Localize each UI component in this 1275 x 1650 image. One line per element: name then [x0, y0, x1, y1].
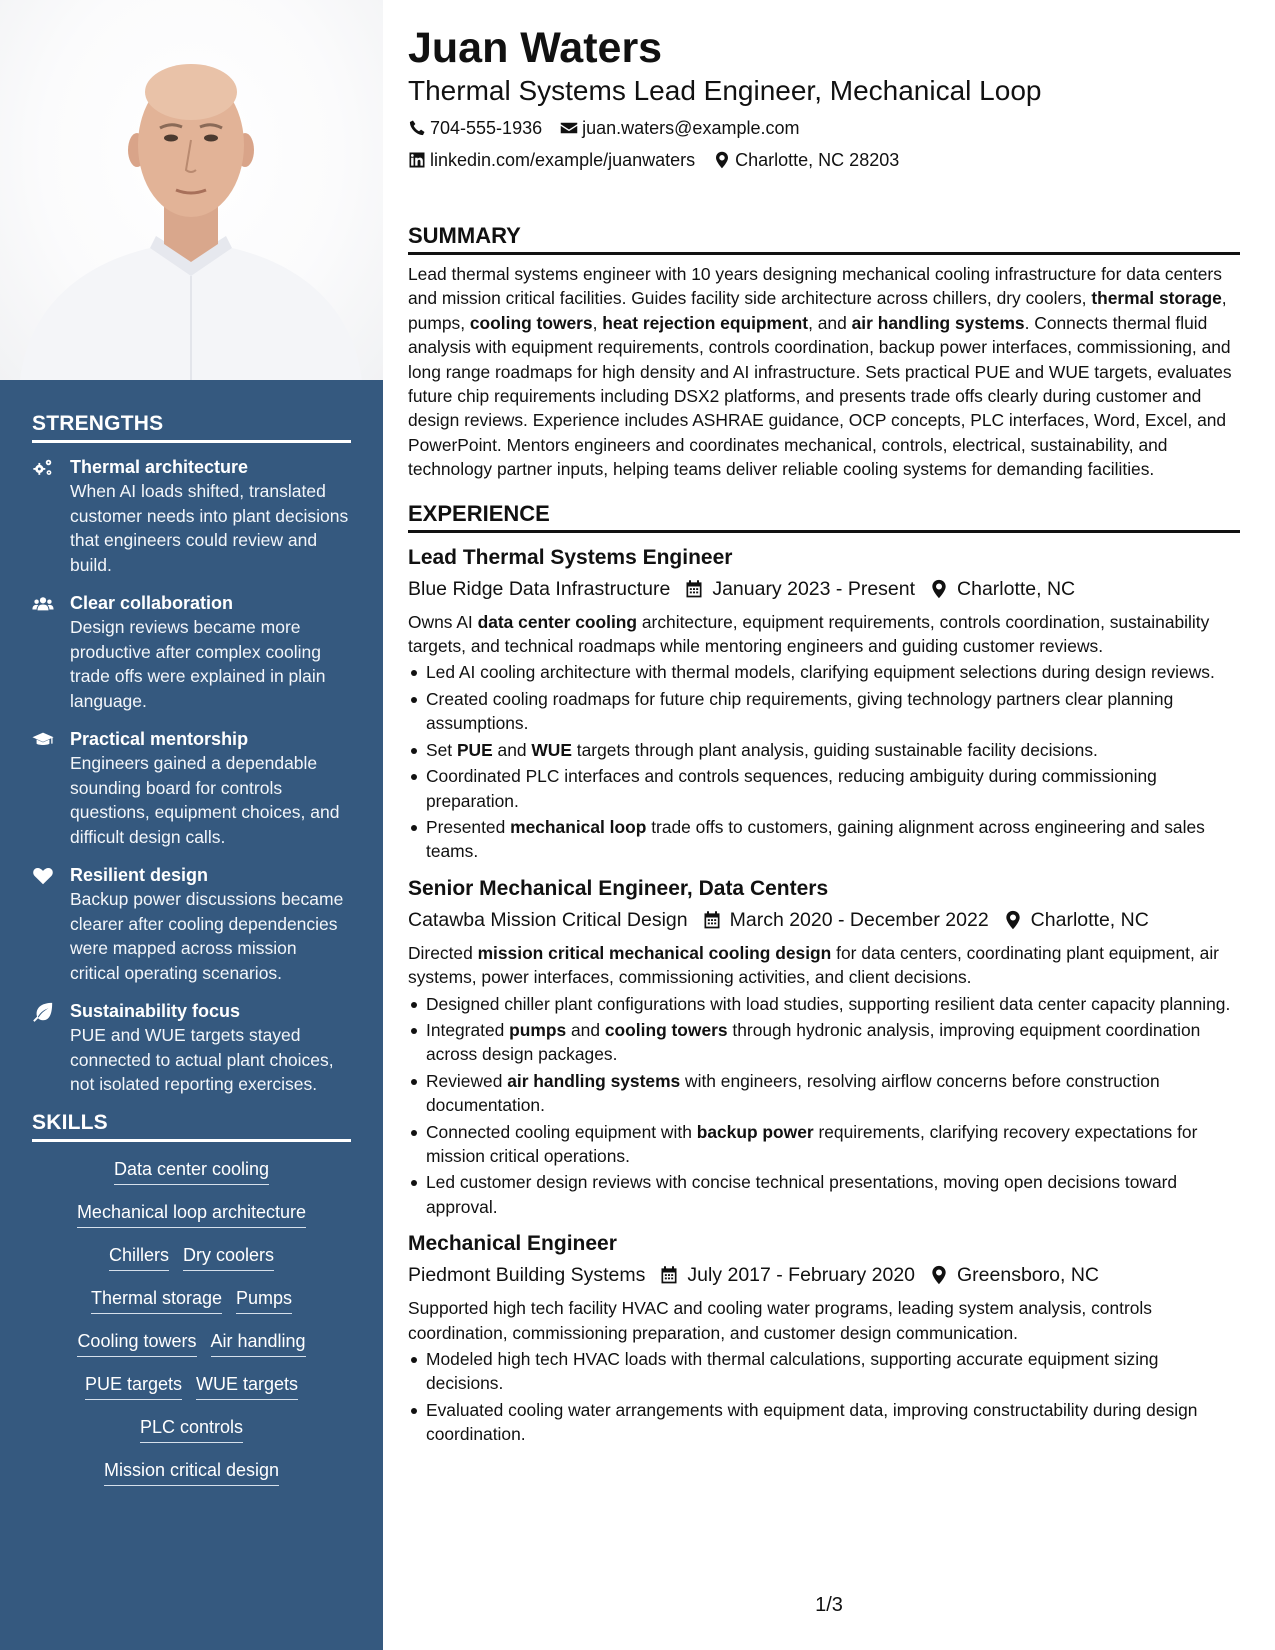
leaf-icon	[32, 999, 70, 1097]
text-segment: with engineers, resolving airflow concerns before construction documentation.	[426, 1070, 1160, 1116]
job-title: Lead Thermal Systems Engineer	[408, 545, 733, 569]
strength-desc: When AI loads shifted, translated customer needs into plant decisions that engineers could review and build.	[70, 481, 349, 575]
text-segment: requirements, clarifying recovery expectations for mission critical operations.	[426, 1121, 1198, 1166]
profile-photo	[0, 0, 383, 380]
text-segment: targets through plant analysis, guiding sustainable facility decisions.	[571, 739, 1098, 760]
skill-row	[32, 1329, 351, 1357]
skills-list	[32, 1157, 351, 1486]
experience-list	[408, 543, 1240, 1447]
summary-heading: SUMMARY	[408, 222, 1240, 255]
bold-text: air handling systems	[507, 1070, 681, 1091]
job-bullet	[408, 992, 1240, 1016]
skill-tag: Cooling towers	[77, 1329, 196, 1357]
strength-item	[32, 455, 351, 577]
contact-linkedin[interactable]	[408, 148, 695, 172]
bold-text: data center cooling	[477, 611, 638, 632]
job-bullet	[408, 738, 1240, 762]
bold-text: backup power	[696, 1121, 814, 1142]
envelope-icon	[560, 119, 578, 137]
job-bullet	[408, 1120, 1240, 1169]
text-segment: Led customer design reviews with concise technical presentations, moving open decisions toward approval.	[426, 1172, 1178, 1217]
contact-email[interactable]	[560, 116, 799, 140]
heart-icon	[32, 863, 70, 985]
skill-tag: Air handling	[211, 1329, 306, 1357]
gears-icon	[32, 455, 70, 577]
strength-desc: Backup power discussions became clearer after cooling dependencies were mapped across mission critical operating scenarios.	[70, 889, 344, 983]
strength-item	[32, 727, 351, 849]
bold-text: pumps	[509, 1019, 567, 1040]
bold-text: heat rejection equipment	[602, 312, 809, 333]
job-dates-text: July 2017 - February 2020	[687, 1264, 916, 1287]
job-company: Blue Ridge Data Infrastructure	[408, 577, 671, 600]
linkedin-text[interactable]: linkedin.com/example/juanwaters	[430, 150, 696, 170]
users-icon	[32, 591, 70, 713]
text-segment: Modeled high tech HVAC loads with thermal calculations, supporting accurate equipment sizing decisions.	[426, 1349, 1159, 1394]
job-entry	[408, 1229, 1240, 1446]
skill-tag: PLC controls	[140, 1415, 243, 1443]
job-dates	[702, 906, 989, 934]
job-description	[408, 610, 1240, 659]
text-segment: Reviewed	[426, 1070, 508, 1091]
contact-phone	[408, 116, 542, 140]
strength-title: Clear collaboration	[70, 593, 234, 613]
sidebar	[0, 0, 383, 1650]
calendar-icon	[659, 1265, 679, 1285]
map-pin-icon	[929, 1265, 949, 1285]
job-bullet	[408, 1018, 1240, 1067]
skill-row	[32, 1415, 351, 1443]
skill-row	[32, 1372, 351, 1400]
job-meta	[408, 1261, 1240, 1289]
candidate-title: Thermal Systems Lead Engineer, Mechanical Loop	[408, 75, 1042, 106]
summary-text	[408, 262, 1240, 482]
text-segment: Created cooling roadmaps for future chip requirements, giving technology partners clear planning assumptions.	[426, 688, 1174, 734]
text-segment: Supported high tech facility HVAC and cooling water programs, leading system analysis, controls coordination, commissioning preparation, and customer design communication.	[408, 1298, 1152, 1343]
strength-title: Thermal architecture	[70, 457, 249, 477]
strength-desc: Design reviews became more productive after complex cooling trade offs were explained in plain language.	[70, 617, 326, 711]
skill-row	[32, 1286, 351, 1314]
text-segment: Set	[426, 739, 457, 760]
skill-row	[32, 1243, 351, 1271]
linkedin-icon	[408, 151, 426, 169]
map-pin-icon	[929, 579, 949, 599]
job-location-text: Charlotte, NC	[957, 577, 1076, 600]
text-segment: . Connects thermal fluid analysis with equipment requirements, controls coordination, backup power interfaces, commissioning, and long range roadmaps for high density and AI infrastructure. Sets practical PUE and WUE targets, evaluates future chip requirements including DSX2 platforms, and presents trade offs clearly during customer and design reviews. Experience includes ASHRAE guidance, OCP concepts, PLC interfaces, Word, Excel, and PowerPoint. Mentors engineers and coordinates mechanical, controls, electrical, sustainability, and technology partner inputs, helping teams deliver reliable cooling systems for demanding facilities.	[408, 312, 1232, 480]
text-segment: Lead thermal systems engineer with 10 years designing mechanical cooling infrastructure for data centers and mission critical facilities. Guides facility side architecture across chillers, dry coolers,	[408, 264, 1222, 309]
calendar-icon	[702, 910, 722, 930]
job-dates-text: January 2023 - Present	[712, 577, 916, 600]
skill-tag: Chillers	[109, 1243, 169, 1271]
skill-tag: Data center cooling	[114, 1157, 269, 1185]
text-segment: architecture, equipment requirements, controls coordination, sustainability targets, and technical roadmaps while mentoring engineers and guiding customer reviews.	[408, 611, 1210, 657]
calendar-icon	[684, 579, 704, 599]
text-segment: Evaluated cooling water arrangements with equipment data, improving constructability during design coordination.	[426, 1399, 1198, 1445]
text-segment: Integrated	[426, 1019, 510, 1040]
strength-desc: PUE and WUE targets stayed connected to actual plant choices, not isolated reporting exercises.	[70, 1025, 334, 1094]
skill-row	[32, 1458, 351, 1486]
job-bullet	[408, 1069, 1240, 1118]
job-bullet	[408, 815, 1240, 864]
job-entry	[408, 874, 1240, 1219]
bold-text: mechanical loop	[510, 816, 647, 837]
bold-text: air handling systems	[851, 312, 1025, 333]
strength-title: Practical mentorship	[70, 729, 249, 749]
contact-location	[713, 148, 899, 172]
job-location	[1003, 906, 1149, 934]
job-title: Senior Mechanical Engineer, Data Centers	[408, 876, 829, 900]
job-location	[929, 575, 1075, 603]
job-bullet	[408, 687, 1240, 736]
job-bullets	[408, 1347, 1240, 1447]
skills-heading: SKILLS	[32, 1111, 351, 1142]
job-bullet	[408, 1398, 1240, 1447]
map-pin-icon	[1003, 910, 1023, 930]
text-segment: Coordinated PLC interfaces and controls sequences, reducing ambiguity during commissioning preparation.	[426, 766, 1157, 811]
text-segment: Connected cooling equipment with	[426, 1121, 697, 1142]
text-segment: Directed	[408, 942, 478, 963]
bold-text: PUE	[456, 739, 493, 760]
skill-tag: Mission critical design	[104, 1458, 279, 1486]
strength-item	[32, 863, 351, 985]
map-pin-icon	[713, 151, 731, 169]
bold-text: thermal storage	[1091, 288, 1222, 309]
skill-tag: Thermal storage	[91, 1286, 222, 1314]
candidate-name: Juan Waters	[408, 24, 663, 72]
strength-desc: Engineers gained a dependable sounding board for controls questions, equipment choices, and difficult design calls.	[70, 753, 340, 847]
strength-item	[32, 999, 351, 1097]
bold-text: cooling towers	[604, 1019, 728, 1040]
text-segment: for data centers, coordinating plant equipment, air systems, power interfaces, commissioning activities, and client decisions.	[408, 942, 1219, 988]
skill-tag: Dry coolers	[183, 1243, 274, 1271]
skill-tag: Mechanical loop architecture	[77, 1200, 306, 1228]
text-segment: , and	[808, 312, 852, 333]
job-meta	[408, 575, 1240, 603]
experience-heading: EXPERIENCE	[408, 500, 1240, 533]
graduation-cap-icon	[32, 727, 70, 849]
phone-icon	[408, 119, 426, 137]
strengths-heading: STRENGTHS	[32, 412, 351, 443]
job-bullets	[408, 660, 1240, 863]
bold-text: cooling towers	[469, 312, 593, 333]
contact-row	[408, 148, 1240, 172]
text-segment: Owns AI	[408, 611, 478, 632]
skill-tag: WUE targets	[196, 1372, 298, 1400]
job-meta	[408, 906, 1240, 934]
job-title: Mechanical Engineer	[408, 1232, 617, 1256]
job-dates-text: March 2020 - December 2022	[729, 908, 989, 931]
skill-tag: PUE targets	[85, 1372, 182, 1400]
job-entry	[408, 543, 1240, 864]
skill-row	[32, 1157, 351, 1185]
text-segment: Presented	[426, 816, 511, 837]
email-text[interactable]: juan.waters@example.com	[582, 118, 800, 138]
skill-tag: Pumps	[236, 1286, 292, 1314]
job-location-text: Greensboro, NC	[957, 1264, 1099, 1287]
text-segment: Designed chiller plant configurations with load studies, supporting resilient data center capacity planning.	[426, 993, 1231, 1014]
text-segment: , pumps,	[408, 288, 1227, 333]
text-segment: through hydronic analysis, improving equipment coordination across design packages.	[426, 1019, 1201, 1065]
page-indicator: 1/3	[815, 1594, 843, 1616]
contact-row	[408, 116, 1240, 140]
text-segment: Led AI cooling architecture with thermal models, clarifying equipment selections during design reviews.	[426, 662, 1215, 683]
job-description	[408, 1296, 1240, 1345]
job-dates	[659, 1261, 915, 1289]
bold-text: WUE	[531, 739, 572, 760]
job-bullet	[408, 1347, 1240, 1396]
strength-item	[32, 591, 351, 713]
job-description	[408, 941, 1240, 990]
text-segment: trade offs to customers, gaining alignment across engineering and sales teams.	[426, 816, 1205, 862]
text-segment: ,	[592, 312, 603, 333]
text-segment: and	[566, 1019, 605, 1040]
job-company: Piedmont Building Systems	[408, 1264, 646, 1287]
strength-title: Sustainability focus	[70, 1001, 241, 1021]
skill-row	[32, 1200, 351, 1228]
job-bullets	[408, 992, 1240, 1220]
job-location-text: Charlotte, NC	[1030, 908, 1149, 931]
job-company: Catawba Mission Critical Design	[408, 908, 688, 931]
location-text: Charlotte, NC 28203	[735, 150, 900, 170]
job-bullet	[408, 1170, 1240, 1219]
job-location	[929, 1261, 1099, 1289]
text-segment: and	[492, 739, 532, 760]
job-bullet	[408, 764, 1240, 813]
main-content	[408, 22, 1240, 1447]
job-bullet	[408, 660, 1240, 684]
phone-text: 704-555-1936	[430, 118, 543, 138]
strength-title: Resilient design	[70, 865, 209, 885]
job-dates	[684, 575, 915, 603]
bold-text: mission critical mechanical cooling design	[477, 942, 832, 963]
